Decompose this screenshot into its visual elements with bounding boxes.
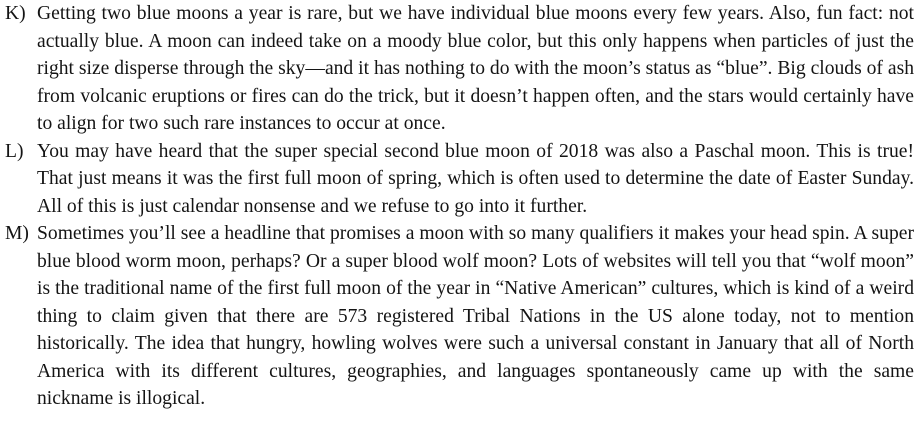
paragraph-text-l: You may have heard that the super special second blue moon of 2018 was also a Paschal moon. This is true! That just means it was the first full moon of spring, which is often used to determine the date of Easter Sunday. All of this is just calendar nonsense and we refuse to go into it further. bbox=[37, 140, 914, 217]
paragraph-l bbox=[0, 138, 920, 221]
paragraph-label-m: M) bbox=[5, 223, 29, 244]
paragraph-k bbox=[0, 0, 920, 138]
paragraph-text-k: Getting two blue moons a year is rare, but we have individual blue moons every few years. Also, fun fact: not actually blue. A moon can indeed take on a moody blue color, but this only happens when particles of just the right size disperse through the sky—and it has nothing to do with the moon’s status as “blue”. Big clouds of ash from volcanic eruptions or fires can do the trick, but it doesn’t happen often, and the stars would certainly have to align for two such rare instances to occur at once. bbox=[37, 3, 914, 134]
paragraph-label-k: K) bbox=[5, 3, 26, 24]
paragraph-label-l: L) bbox=[5, 140, 24, 162]
paragraph-m bbox=[0, 220, 920, 413]
paragraph-text-m: Sometimes you’ll see a headline that promises a moon with so many qualifiers it makes your head spin. A super blue blood worm moon, perhaps? Or a super blood wolf moon? Lots of websites will tell you that “wolf moon” is the traditional name of the first full moon of the year in “Native American” cultures, which is kind of a weird thing to claim given that there are 573 registered Tribal Nations in the US alone today, not to mention historically. The idea that hungry, howling wolves were such a universal constant in January that all of North America with its different cultures, geographies, and languages spontaneously came up with the same nickname is illogical. bbox=[37, 223, 914, 409]
